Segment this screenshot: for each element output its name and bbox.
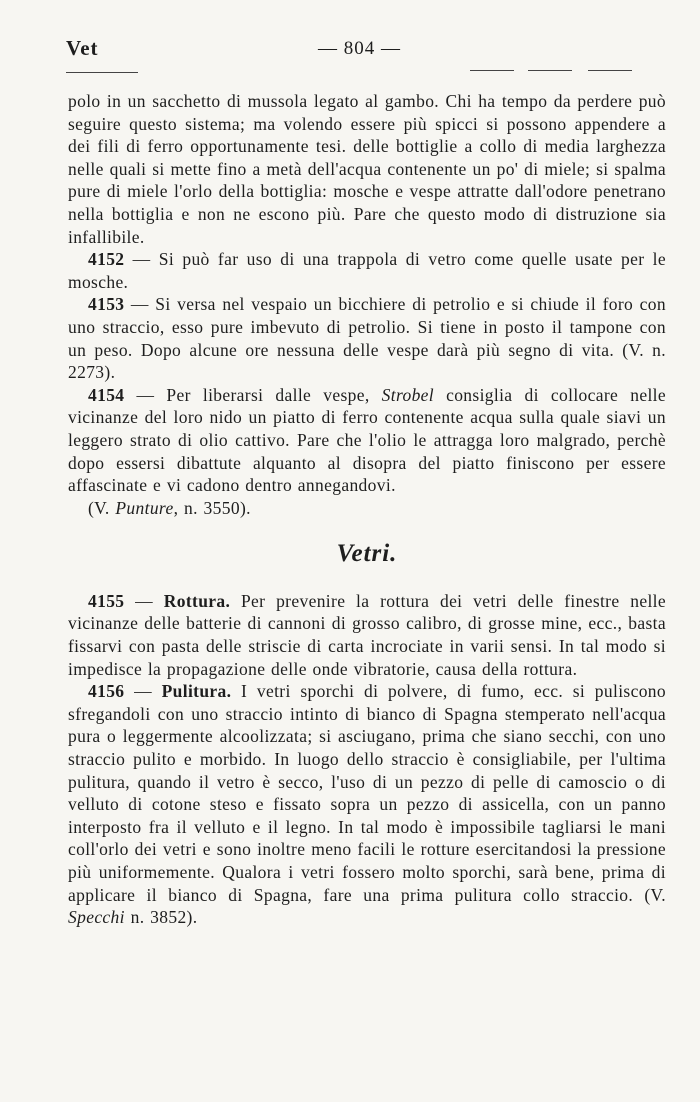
entry-4153 bbox=[68, 293, 666, 383]
entry-text-cont: consiglia di collocare nelle vicinanze del loro nido un piatto di ferro contenente acqua sulla quale siavi un leggero strato di olio cattivo. Pare che l'olio le attragga loro malgrado, perchè dopo essersi dibattute alquanto al disopra del piatto finiscono per essere affascinate e vi cadono dentro annegandovi. bbox=[68, 384, 666, 496]
header-word: Vet bbox=[66, 36, 99, 60]
entry-number: 4155 bbox=[88, 590, 125, 611]
entry-text: — Per liberarsi dalle vespe, bbox=[124, 384, 382, 405]
entry-title: Rottura. bbox=[163, 590, 231, 611]
header-rule-right-1 bbox=[470, 70, 514, 71]
ref-suffix: n. 3852). bbox=[124, 907, 198, 928]
entry-number: 4154 bbox=[88, 384, 125, 405]
entry-4156 bbox=[68, 680, 666, 929]
ref-prefix: (V. bbox=[88, 497, 116, 518]
entry-text: I vetri sporchi di polvere, di fumo, ecc. si puliscono sfregandoli con uno straccio intinto di bianco di Spagna stemperato nell'acqua pura o leggermente alcoolizzata; si asciugano, prima che siano secchi, con uno straccio pulito e morbido. In luogo dello straccio è consigliabile, per l'ultima pulitura, quando il vetro è secco, l'uso di un pezzo di pelle di camoscio o di velluto di cotone steso e fissato sopra un pezzo di assicella, con un panno interposto fra il velluto e il legno. In tal modo è impossibile tagliarsi le mani coll'orlo dei vetri e sono inoltre meno facili le rotture esercitandosi la pressione più uniformemente. Qualora i vetri fossero molto sporchi, sarà bene, prima di applicare il bianco di Spagna, fare una prima pulitura collo straccio. (V. bbox=[68, 681, 667, 905]
entry-4154 bbox=[68, 384, 666, 497]
entry-title: Pulitura. bbox=[161, 681, 232, 702]
entry-dash: — bbox=[124, 590, 164, 611]
page-number: — 804 — bbox=[318, 38, 401, 59]
entry-4152 bbox=[68, 248, 666, 293]
entry-dash: — bbox=[124, 681, 162, 702]
entry-text: — Si può far uso di una trappola di vetro come quelle usate per le mosche. bbox=[68, 249, 666, 292]
ref-title: Punture bbox=[115, 497, 174, 518]
ref-suffix: , n. 3550). bbox=[173, 497, 251, 518]
section-title: Vetri. bbox=[336, 540, 398, 568]
ref-title: Specchi bbox=[68, 907, 125, 928]
entry-4155 bbox=[68, 590, 666, 680]
entry-number: 4152 bbox=[88, 249, 125, 270]
entry-text: Per prevenire la rottura dei vetri delle finestre nelle vicinanze delle batterie di cannoni di grosso calibro, di grosse mine, ecc., basta fissarvi con pasta delle striscie di carta incrociate in varii sensi. In tal modo si impedisce la propagazione delle onde vibratorie, causa della rottura. bbox=[68, 590, 666, 679]
header-rule-right-2 bbox=[528, 70, 572, 71]
page-body bbox=[68, 90, 666, 929]
header-rule-left bbox=[66, 72, 138, 73]
author-name: Strobel bbox=[381, 384, 435, 405]
header-rule-right-3 bbox=[588, 70, 632, 71]
entry-text: — Si versa nel vespaio un bicchiere di petrolio e si chiude il foro con uno straccio, esso pure imbevuto di petrolio. Si tiene in posto il tampone con un peso. Dopo alcune ore nessuna delle vespe darà più segno di vita. (V. n. 2273). bbox=[68, 294, 666, 383]
cross-reference bbox=[68, 497, 666, 520]
entry-number: 4153 bbox=[88, 294, 125, 315]
entry-number: 4156 bbox=[88, 681, 125, 702]
paragraph-continuation: polo in un sacchetto di mussola legato al gambo. Chi ha tempo da perdere può seguire questo sistema; ma volendo essere più spicci si possono appendere a dei fili di ferro opportunamente tesi. delle bottiglie a collo di media larghezza nelle quali si mette fino a metà dell'acqua contenente un po' di miele; si spalma pure di miele l'orlo della bottiglia: mosche e vespe attratte dall'odore penetrano nella bottiglia e non ne escono più. Pare che questo modo di distruzione sia infallibile. bbox=[68, 91, 666, 247]
